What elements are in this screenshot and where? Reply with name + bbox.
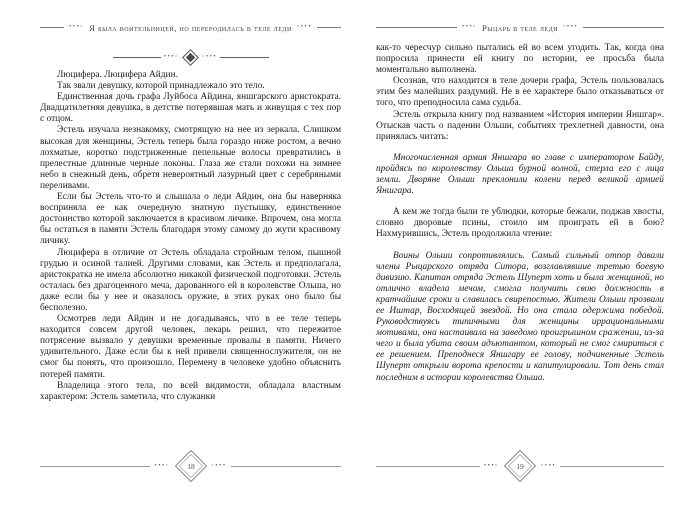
paragraph: Так звали девушку, которой принадлежало это тело. <box>57 81 265 92</box>
paragraph: Эстель изучала незнакомку, смотрящую на нее из зеркала. Слишком высокая для женщины, Эстель теперь была гораздо ниже ростом, а вечно лохматые, коротко подстриженные пепельные волосы превратились в прелестные длинные черные локоны. Глаза же стали похожи на зимнее небо в снежный день, обретя невероятный лазурный цвет с серебряными переливами. <box>40 125 341 191</box>
divider-diamond-icon <box>182 49 199 66</box>
paragraph: Осмотрев леди Айдин и не догадываясь, что в ее теле теперь находится совсем другой человек, лекарь решил, что пережитое потрясение вызвало у девушки временные провалы в памяти. Ничего удивительного. Даже если бы к ней привели священнослужителя, он не смог бы понять, что произошло. Перемену в человеке удобно объяснить потерей памяти. <box>40 314 341 380</box>
section-divider <box>113 49 269 66</box>
page-footer-left <box>40 449 341 483</box>
header-ornament: ◦••• <box>296 23 312 31</box>
body-text-right <box>376 43 664 384</box>
page-number: 18 <box>186 461 195 471</box>
book-excerpt-paragraph: Многочисленная армия Яншгара во главе с императором Байду, пройдясь по королевству Ольша бурной волной, стерла его с лица земли. Дворяне Ольши преклонили колени перед великой армией Яншгара. <box>376 152 664 197</box>
paragraph: как-то чересчур сильно пытались ей во всем угодить. Так, когда она попросила принести ей книгу по истории, ее просьба была моментально выполнена. <box>376 43 664 76</box>
divider-rule <box>220 57 268 58</box>
left-page <box>40 21 341 495</box>
running-header-right <box>376 21 664 34</box>
header-ornament: ◦••• <box>563 23 579 31</box>
footer-rule <box>376 466 480 467</box>
running-header-left <box>40 21 341 34</box>
paragraph: Если бы Эстель что-то и слышала о леди Айдин, она бы наверняка восприняла ее как очередную знатную пустышку, единственное достоинство которой заключается в красивом личике. Впрочем, она могла бы остаться в памяти Эстель благодаря этому самому до жути красивому личику. <box>40 192 341 247</box>
paragraph: Люцифера. Люцифера Айдин. <box>57 70 178 80</box>
paragraph: Осознав, что находится в теле дочери графа, Эстель пользовалась этим без малейших раздумий. Не в ее характере было отказываться от того, что преподносила сама судьба. <box>376 76 664 109</box>
running-title-left: Я была воительницей, но переродилась в теле леди <box>89 22 292 33</box>
header-rule <box>376 27 457 28</box>
right-page <box>376 21 664 495</box>
divider-ornament: ◦••• <box>202 53 218 61</box>
page-footer-right <box>376 449 664 483</box>
header-rule <box>317 27 341 28</box>
page-number-diamond <box>174 449 208 483</box>
footer-ornament: •••◦ <box>154 461 170 469</box>
footer-rule <box>560 466 664 467</box>
page-number-diamond <box>503 449 537 483</box>
footer-ornament: •••◦ <box>483 461 499 469</box>
divider-ornament: •••◦ <box>163 53 179 61</box>
paragraph: Люцифера в отличие от Эстель обладала стройным телом, пышной грудью и осиной талией. Другими словами, как Эстель и предполагала, аристократка не имела абсолютно никакой физической подготовки. Эстель осталась без драгоценного меча, дарованного ей в королевстве Ольша, но даже если бы у нее и оказалось оружие, в этих руках оно было бы бесполезно. <box>40 247 341 313</box>
divider-rule <box>113 57 161 58</box>
paragraph: Владелица этого тела, по всей видимости, обладала властным характером: Эстель заметила, что служанки <box>40 380 341 402</box>
paragraph: А кем же тогда были те ублюдки, которые бежали, поджав хвосты, словно дворовые псины, стоило им проиграть ей в бою? Нахмурившись, Эстель продолжила чтение: <box>376 207 664 240</box>
book-excerpt-paragraph: Воины Ольши сопротивлялись. Самый сильный отпор давали члены Рыцарского отряда Ситора, возглавлявшие третью боевую дивизию. Капитан отряда Эстель Шуперт хоть и была женщиной, но отлично владела мечом, смогла получить свою должность в кратчайшие сроки и славилась свирепостью. Жители Ольши прозвали ее Иштар, Восходящей звездой. Но она стала одержима победой. Руководствуясь типичными для женщины иррациональными мотивами, она настаивала на заведомо проигрышном сражении, из-за чего и была убита своим адъютантом, который не смог смириться с ее решением. Преподнеся Яншгару ее голову, подчиненные Эстель Шуперт открыли ворота крепости и капитулировали. Тот день стал последним в истории королевства Ольша. <box>376 250 664 383</box>
header-ornament: •••◦ <box>461 23 477 31</box>
body-text-left <box>40 70 341 403</box>
header-ornament: •••◦ <box>69 23 85 31</box>
page-number: 19 <box>516 461 524 471</box>
footer-ornament: ◦••• <box>211 461 227 469</box>
running-title-right: Рыцарь в теле леди <box>481 22 559 33</box>
footer-rule <box>40 466 150 467</box>
header-rule <box>40 27 64 28</box>
paragraph: Единственная дочь графа Луйбоса Айдина, яншгарского аристократа. Двадцатилетняя девушка, в детстве потерявшая мать и живущая с тех пор с отцом. <box>40 92 341 125</box>
footer-rule <box>231 466 341 467</box>
footer-ornament: ◦••• <box>541 461 557 469</box>
paragraph: Эстель открыла книгу под названием «История империи Яншгар». Отыскав часть о падении Ольши, событиях трехлетней давности, она принялась читать: <box>376 109 664 142</box>
header-rule <box>583 27 664 28</box>
